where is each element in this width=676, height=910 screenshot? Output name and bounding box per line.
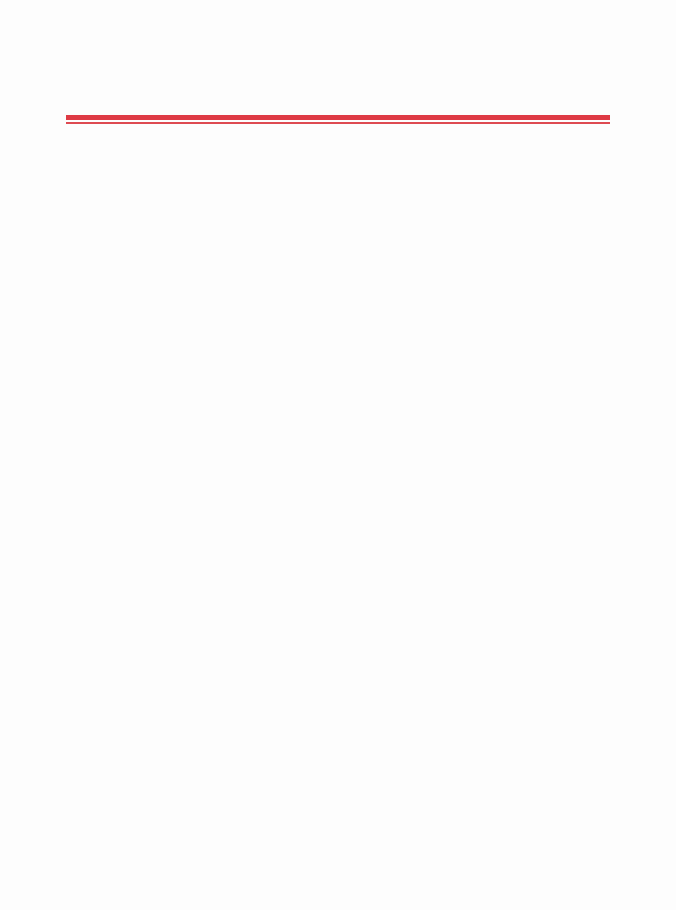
- masthead-rule-thin: [66, 122, 610, 124]
- masthead-rule-thick: [66, 115, 610, 120]
